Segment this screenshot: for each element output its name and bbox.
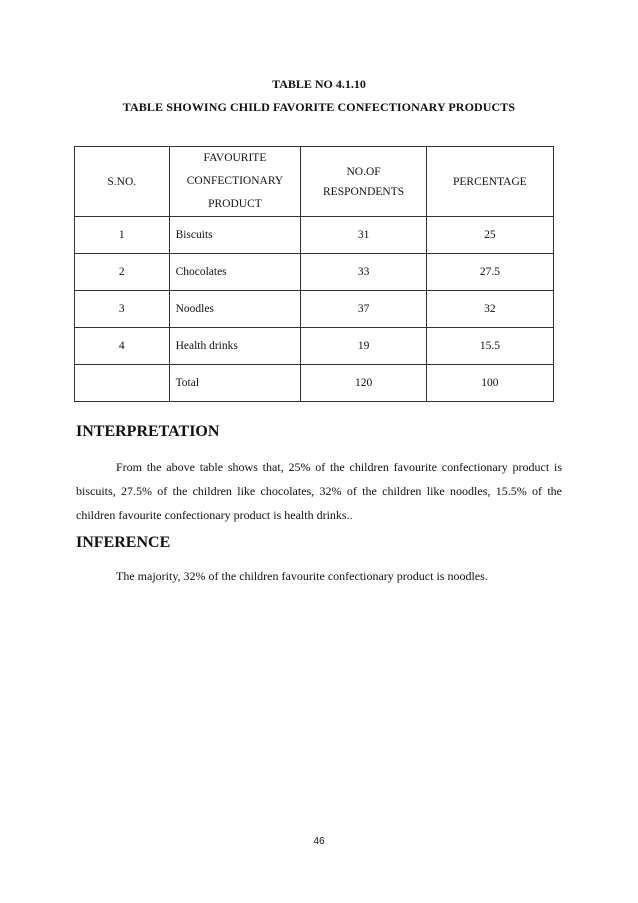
interpretation-heading: INTERPRETATION — [76, 423, 220, 440]
header-product-line1: FAVOURITE — [203, 152, 267, 164]
table-row — [75, 291, 554, 328]
total-label: Total — [169, 365, 301, 402]
cell-sno: 2 — [75, 254, 170, 291]
total-sno — [75, 365, 170, 402]
inference-text: The majority, 32% of the children favourite confectionary product is noodles. — [116, 569, 488, 583]
cell-percentage: 32 — [426, 291, 553, 328]
cell-sno: 4 — [75, 328, 170, 365]
cell-respondents: 31 — [301, 217, 426, 254]
header-respondents-line2: RESPONDENTS — [323, 185, 405, 198]
cell-percentage: 15.5 — [426, 328, 553, 365]
cell-product: Chocolates — [169, 254, 301, 291]
cell-sno: 1 — [75, 217, 170, 254]
cell-respondents: 37 — [301, 291, 426, 328]
header-product-line2: CONFECTIONARY — [186, 175, 284, 187]
table-title: TABLE SHOWING CHILD FAVORITE CONFECTIONARY PRODUCTS — [122, 100, 516, 114]
header-product-line3: PRODUCT — [208, 198, 262, 210]
total-respondents: 120 — [301, 365, 426, 402]
header-respondents-line1: NO.OF — [346, 165, 381, 178]
cell-product: Noodles — [169, 291, 301, 328]
page-number: 46 — [313, 836, 325, 847]
inference-heading: INFERENCE — [76, 534, 171, 551]
header-sno: S.NO. — [75, 147, 170, 217]
table-row — [75, 328, 554, 365]
cell-product: Health drinks — [169, 328, 301, 365]
data-table — [74, 146, 554, 402]
table-header-row — [75, 147, 554, 217]
cell-percentage: 25 — [426, 217, 553, 254]
cell-respondents: 33 — [301, 254, 426, 291]
cell-respondents: 19 — [301, 328, 426, 365]
cell-percentage: 27.5 — [426, 254, 553, 291]
cell-sno: 3 — [75, 291, 170, 328]
table-total-row — [75, 365, 554, 402]
table-row — [75, 254, 554, 291]
header-percentage: PERCENTAGE — [426, 147, 553, 217]
table-number: TABLE NO 4.1.10 — [272, 77, 366, 91]
interpretation-text: From the above table shows that, 25% of the children favourite confectionary product is biscuits, 27.5% of the children like chocolates, 32% of the children like noodles, 15.5% of the children favourite confectionary product is health drinks.. — [76, 460, 562, 522]
total-percentage: 100 — [426, 365, 553, 402]
table-row — [75, 217, 554, 254]
header-product — [169, 147, 301, 217]
header-respondents — [301, 147, 426, 217]
cell-product: Biscuits — [169, 217, 301, 254]
